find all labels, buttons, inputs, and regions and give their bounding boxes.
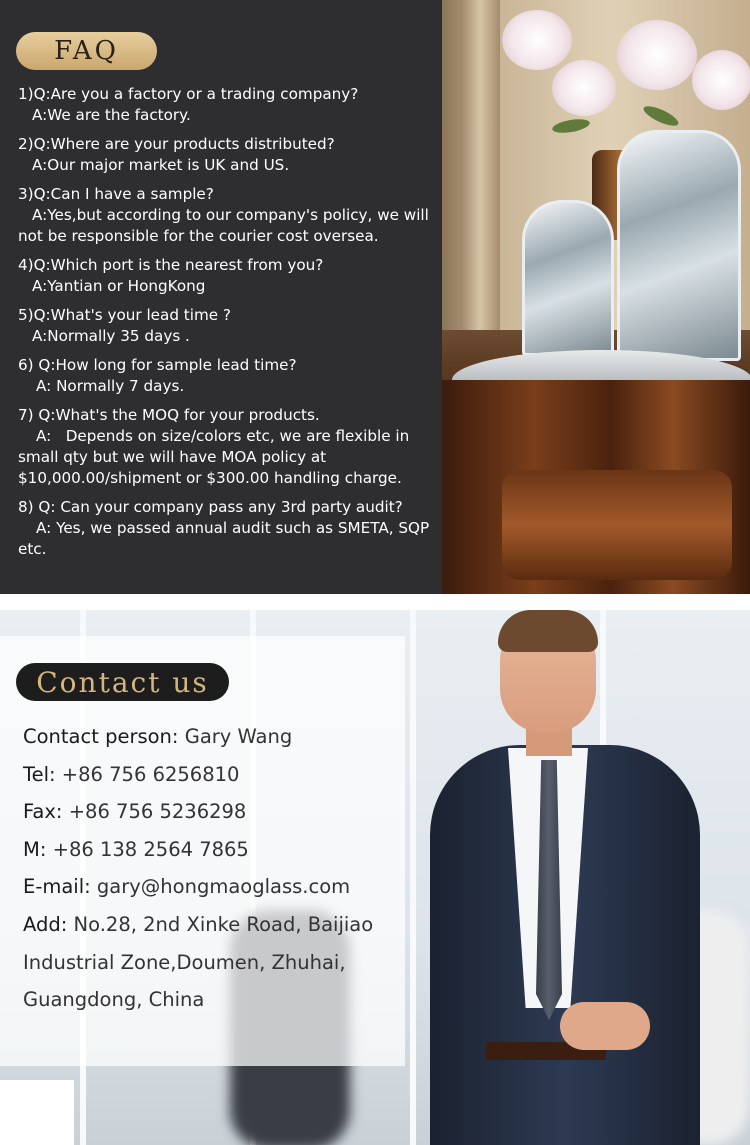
faq-item bbox=[18, 255, 438, 297]
contact-info bbox=[23, 718, 393, 1019]
faq-question: 1)Q:Are you a factory or a trading company? bbox=[18, 85, 359, 103]
faq-question: 8) Q: Can your company pass any 3rd party audit? bbox=[18, 498, 403, 516]
faq-question: 6) Q:How long for sample lead time? bbox=[18, 356, 297, 374]
faq-answer: A:Normally 35 days . bbox=[32, 327, 190, 345]
faq-item bbox=[18, 355, 438, 397]
faq-question: 2)Q:Where are your products distributed? bbox=[18, 135, 335, 153]
faq-question: 4)Q:Which port is the nearest from you? bbox=[18, 256, 324, 274]
faq-list bbox=[18, 84, 438, 568]
photo-doorframe bbox=[460, 0, 500, 330]
flower-shape bbox=[617, 20, 697, 90]
flower-shape bbox=[692, 50, 750, 110]
contact-person-label: Contact person bbox=[23, 725, 172, 748]
mirror-left-shape bbox=[522, 200, 614, 356]
email-row: E-mail: gary@hongmaoglass.com bbox=[23, 875, 351, 899]
fax-value: +86 756 5236298 bbox=[68, 800, 247, 824]
hair-shape bbox=[498, 610, 598, 652]
fax-label: Fax bbox=[23, 800, 56, 824]
faq-item bbox=[18, 134, 438, 176]
flower-shape bbox=[552, 60, 616, 116]
faq-question: 7) Q:What's the MOQ for your products. bbox=[18, 406, 320, 424]
email-value: gary@hongmaoglass.com bbox=[96, 875, 351, 899]
contact-person-value: Gary Wang bbox=[184, 725, 293, 748]
contact-section bbox=[0, 610, 750, 1145]
faq-title: FAQ bbox=[16, 32, 157, 70]
faq-item bbox=[18, 84, 438, 126]
mirror-right-shape bbox=[617, 130, 741, 361]
businessman-photo bbox=[420, 610, 750, 1145]
mobile-row: M: +86 138 2564 7865 bbox=[23, 837, 249, 861]
faq-answer: A:Yantian or HongKong bbox=[32, 277, 206, 295]
fax-row: Fax: +86 756 5236298 bbox=[23, 800, 247, 824]
address-row: Add: No.28, 2nd Xinke Road, Baijiao Industrial Zone,Doumen, Zhuhai, Guangdong, China bbox=[23, 912, 374, 1012]
tel-row: Tel: +86 756 6256810 bbox=[23, 762, 240, 786]
address-label: Add bbox=[23, 912, 61, 936]
faq-answer: A: Yes, we passed annual audit such as SMETA, SQP etc. bbox=[18, 519, 430, 558]
contact-title: Contact us bbox=[16, 663, 229, 701]
email-label: E-mail bbox=[23, 875, 85, 899]
faq-answer: A:Our major market is UK and US. bbox=[32, 156, 290, 174]
tel-value: +86 756 6256810 bbox=[61, 762, 240, 786]
mobile-value: +86 138 2564 7865 bbox=[52, 837, 249, 861]
faq-item bbox=[18, 405, 438, 489]
white-corner bbox=[0, 1080, 74, 1145]
contact-person-row: Contact person: Gary Wang bbox=[23, 725, 293, 748]
drawer-shape bbox=[502, 470, 732, 580]
address-value: No.28, 2nd Xinke Road, Baijiao Industrial Zone,Doumen, Zhuhai, Guangdong, China bbox=[23, 912, 374, 1012]
faq-item bbox=[18, 305, 438, 347]
faq-answer: A: Depends on size/colors etc, we are flexible in small qty but we will have MOA policy at $10,000.00/shipment or $300.00 handling charge. bbox=[18, 427, 415, 487]
mobile-label: M bbox=[23, 837, 40, 861]
window-frame bbox=[410, 610, 416, 1145]
faq-answer: A: Normally 7 days. bbox=[36, 377, 185, 395]
faq-question: 5)Q:What's your lead time ? bbox=[18, 306, 231, 324]
flower-shape bbox=[502, 10, 572, 70]
faq-answer: A:We are the factory. bbox=[32, 106, 191, 124]
faq-panel bbox=[0, 0, 442, 594]
faq-item bbox=[18, 497, 438, 560]
hand-shape bbox=[560, 1002, 650, 1050]
faq-question: 3)Q:Can I have a sample? bbox=[18, 185, 214, 203]
vanity-mirror-photo bbox=[442, 0, 750, 594]
faq-answer: A:Yes,but according to our company's policy, we will not be responsible for the courier cost oversea. bbox=[18, 206, 429, 245]
faq-item bbox=[18, 184, 438, 247]
tel-label: Tel bbox=[23, 762, 50, 786]
